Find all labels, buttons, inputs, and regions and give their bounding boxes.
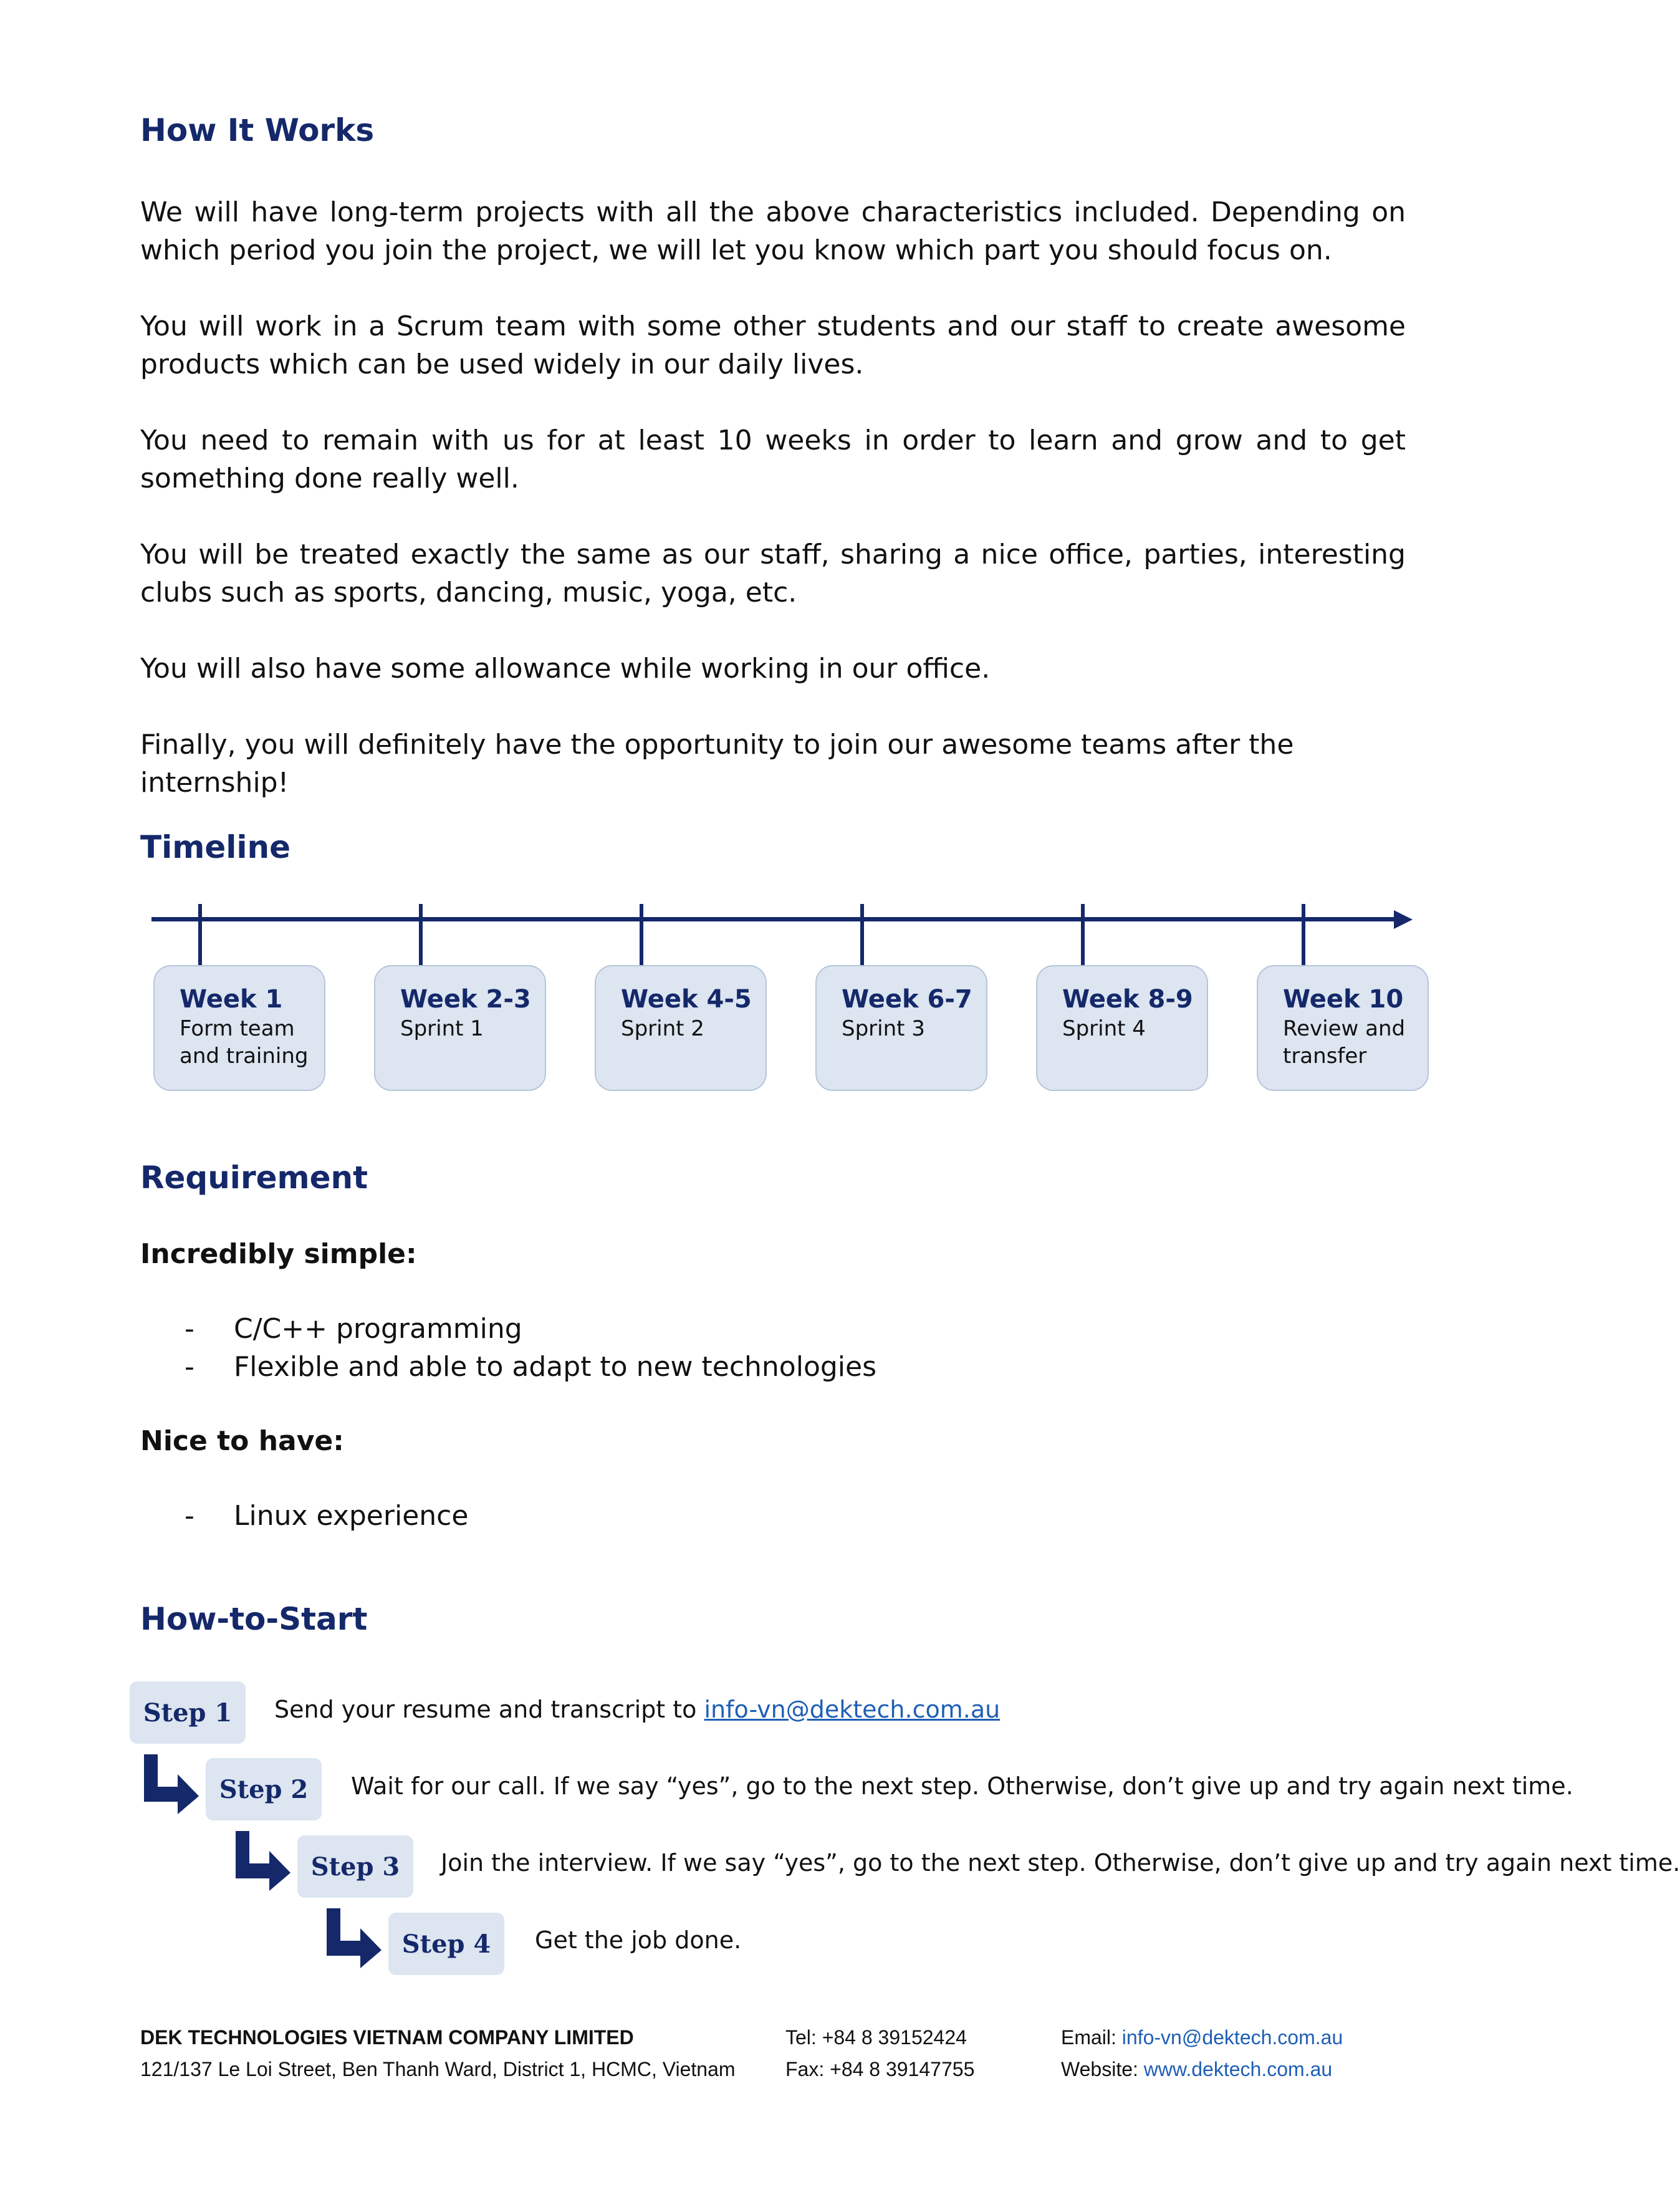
footer-email-link[interactable]: info-vn@dektech.com.au	[1121, 2026, 1343, 2049]
timeline-heading: Timeline	[140, 829, 291, 865]
paragraph: You will be treated exactly the same as our staff, sharing a nice office, parties, interesting clubs such as sports, dancing, music, yoga, etc.	[140, 539, 1406, 608]
timeline-tick	[1302, 904, 1305, 966]
step-4-badge: Step 4	[388, 1913, 504, 1975]
timeline-desc: Form team and training	[180, 1016, 309, 1069]
footer-website-link[interactable]: www.dektech.com.au	[1143, 2058, 1333, 2080]
timeline-desc: Review and transfer	[1283, 1016, 1406, 1069]
timeline-week: Week 6-7	[842, 985, 972, 1014]
timeline-tick	[1081, 904, 1085, 966]
timeline-item-week-6-7	[815, 965, 987, 1091]
timeline-item-week-10	[1257, 965, 1429, 1091]
footer-website: Website: www.dektech.com.au	[1061, 2058, 1333, 2080]
timeline-tick	[860, 904, 864, 966]
step-1-badge: Step 1	[130, 1681, 246, 1744]
timeline-desc: Sprint 3	[842, 1016, 925, 1041]
paragraph: We will have long-term projects with all the above characteristics included. Depending on which period you join the project, we will let you know which part you should focus on.	[140, 196, 1406, 266]
timeline-desc: Sprint 4	[1062, 1016, 1146, 1041]
step-3-text: Join the interview. If we say “yes”, go to the next step. Otherwise, don’t give up and try again next time.	[441, 1849, 1680, 1877]
footer-fax: Fax: +84 8 39147755	[785, 2058, 975, 2080]
email-link[interactable]: info-vn@dektech.com.au	[704, 1696, 1001, 1723]
elbow-arrow-icon	[140, 1752, 203, 1814]
incredibly-simple-label: Incredibly simple:	[140, 1238, 417, 1270]
timeline-week: Week 8-9	[1062, 985, 1193, 1014]
timeline-week: Week 10	[1283, 985, 1404, 1014]
requirement-heading: Requirement	[140, 1160, 368, 1196]
timeline-tick	[640, 904, 643, 966]
paragraph: Finally, you will definitely have the opportunity to join our awesome teams after the internship!	[140, 729, 1294, 799]
timeline-desc: Sprint 1	[400, 1016, 484, 1041]
bullet: -	[185, 1313, 194, 1345]
list-item: C/C++ programming	[234, 1313, 522, 1345]
list-item: Linux experience	[234, 1500, 469, 1532]
step-2-badge: Step 2	[206, 1758, 322, 1820]
paragraph: You will also have some allowance while working in our office.	[140, 653, 991, 685]
timeline-tick	[419, 904, 423, 966]
elbow-arrow-icon	[232, 1829, 294, 1891]
paragraph: You need to remain with us for at least 10 weeks in order to learn and grow and to get something done really well.	[140, 425, 1406, 494]
timeline-item-week-8-9	[1036, 965, 1208, 1091]
timeline-desc: Sprint 2	[621, 1016, 704, 1041]
timeline-tick	[198, 904, 202, 966]
timeline-week: Week 1	[180, 985, 283, 1014]
footer-tel: Tel: +84 8 39152424	[785, 2026, 967, 2049]
timeline-axis	[151, 917, 1398, 921]
how-it-works-heading: How It Works	[140, 112, 375, 148]
nice-to-have-label: Nice to have:	[140, 1425, 344, 1457]
step-3-badge: Step 3	[297, 1835, 413, 1898]
step-4-text: Get the job done.	[535, 1926, 742, 1954]
list-item: Flexible and able to adapt to new technologies	[234, 1351, 877, 1383]
arrow-right-icon	[1394, 910, 1413, 929]
timeline-item-week-2-3	[374, 965, 546, 1091]
elbow-arrow-icon	[323, 1906, 385, 1968]
timeline-item-week-1	[153, 965, 325, 1091]
bullet: -	[185, 1351, 194, 1383]
footer-email: Email: info-vn@dektech.com.au	[1061, 2026, 1343, 2049]
bullet: -	[185, 1500, 194, 1532]
timeline-week: Week 2-3	[400, 985, 531, 1014]
timeline-week: Week 4-5	[621, 985, 752, 1014]
step-1-text: Send your resume and transcript to info-vn@dektech.com.au	[274, 1696, 1001, 1723]
footer-address: 121/137 Le Loi Street, Ben Thanh Ward, District 1, HCMC, Vietnam	[140, 2058, 736, 2080]
footer-company-name: DEK TECHNOLOGIES VIETNAM COMPANY LIMITED	[140, 2026, 634, 2049]
paragraph: You will work in a Scrum team with some other students and our staff to create awesome products which can be used widely in our daily lives.	[140, 310, 1406, 380]
how-to-start-heading: How-to-Start	[140, 1601, 368, 1637]
step-2-text: Wait for our call. If we say “yes”, go to the next step. Otherwise, don’t give up and try again next time.	[351, 1772, 1573, 1800]
timeline-item-week-4-5	[595, 965, 767, 1091]
